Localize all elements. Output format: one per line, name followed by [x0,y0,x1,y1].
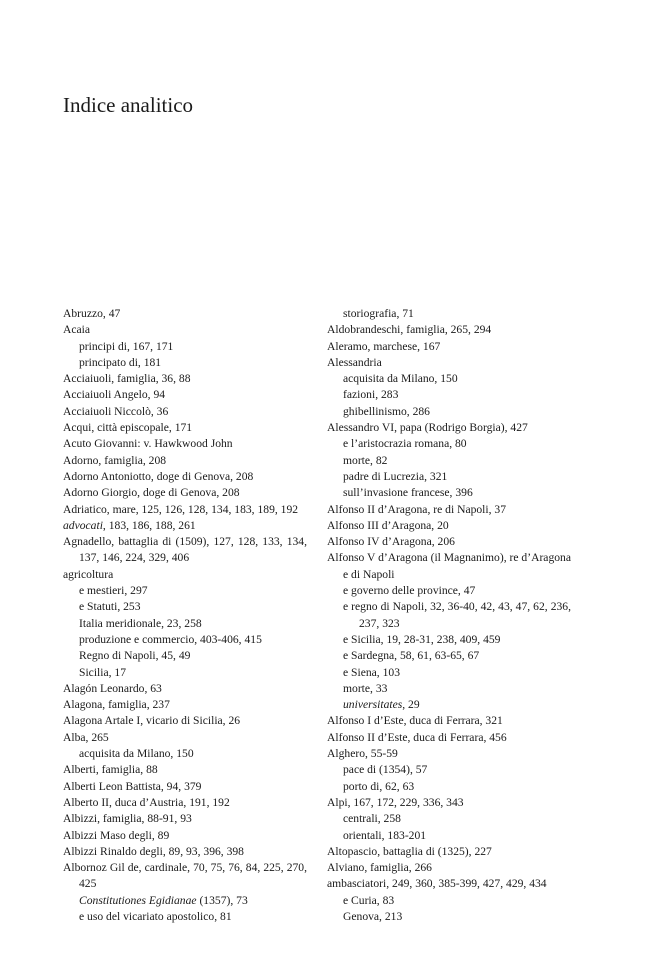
index-entry [63,436,307,452]
index-entry-text: e uso del vicariato apostolico, 81 [79,909,232,923]
index-entry [63,779,307,795]
index-subentry [327,779,571,795]
index-entry-text: Albizzi, famiglia, 88-91, 93 [63,812,192,826]
index-entry-text: e Sicilia, 19, 28-31, 238, 409, 459 [343,632,501,646]
index-entry-text: Acciaiuoli Angelo, 94 [63,388,166,402]
index-entry-text: ambasciatori, 249, 360, 385-399, 427, 429, 434 [327,877,547,891]
index-entry [327,518,571,534]
index-entry [63,469,307,485]
index-entry-text: orientali, 183-201 [343,828,427,842]
index-entry-text: produzione e commercio, 403-406, 415 [79,632,262,646]
index-subentry [327,583,571,599]
index-entry-text: Aldobrandeschi, famiglia, 265, 294 [327,323,492,337]
index-entry [63,811,307,827]
index-entry [327,876,571,892]
index-entry-text: Alfonso II d’Aragona, re di Napoli, 37 [327,502,507,516]
index-entry [63,828,307,844]
index-entry [327,860,571,876]
index-entry [327,355,571,371]
index-entry-text: Adriatico, mare, 125, 126, 128, 134, 183, 189, 192 [63,502,299,516]
index-entry-text: , 183, 186, 188, 261 [102,518,196,532]
index-entry [63,860,307,893]
index-entry [63,534,307,567]
index-entry [327,534,571,550]
index-subentry [327,599,571,632]
index-subentry [327,665,571,681]
index-entry-text: morte, 33 [343,681,388,695]
index-entry-text: Alberti, famiglia, 88 [63,763,158,777]
index-entry-text: Alghero, 55-59 [327,747,398,761]
index-entry-text: pace di (1354), 57 [343,763,428,777]
index-subentry [63,599,307,615]
index-subentry [327,436,571,452]
index-entry [327,730,571,746]
index-entry-text: ghibellinismo, 286 [343,404,430,418]
index-subentry [327,893,571,909]
index-subentry [63,909,307,925]
index-entry [63,404,307,420]
index-subentry [327,306,571,322]
index-entry-text: Acciaiuoli, famiglia, 36, 88 [63,372,191,386]
index-entry [63,306,307,322]
index-entry [327,795,571,811]
index-entry-text: Alessandria [327,355,382,369]
index-entry-text: principato di, 181 [79,355,162,369]
index-entry-text: Alagón Leonardo, 63 [63,681,162,695]
index-entry-text: Alfonso II d’Este, duca di Ferrara, 456 [327,730,507,744]
index-entry-text: sull’invasione francese, 396 [343,486,473,500]
index-entry-text: Alagona Artale I, vicario di Sicilia, 26 [63,714,241,728]
index-entry-text: Regno di Napoli, 45, 49 [79,649,191,663]
index-entry-text: Agnadello, battaglia di (1509), 127, 128, 133, 134, 137, 146, 224, 329, 406 [63,535,307,565]
index-entry [63,795,307,811]
index-subentry [63,632,307,648]
index-subentry [327,453,571,469]
index-entry [327,550,571,583]
index-entry [63,518,307,534]
index-entry-text: e Curia, 83 [343,893,395,907]
index-entry-text: e l’aristocrazia romana, 80 [343,437,467,451]
index-subentry [63,665,307,681]
index-entry-text: Adorno, famiglia, 208 [63,453,167,467]
index-entry [63,387,307,403]
index-entry-text: fazioni, 283 [343,388,399,402]
page-title: Indice analitico [63,93,194,117]
index-subentry [327,404,571,420]
index-subentry [63,355,307,371]
index-entry [63,502,307,518]
index-subentry [63,746,307,762]
index-entry [63,844,307,860]
index-subentry [327,648,571,664]
index-entry [63,322,307,338]
index-entry-text: agricoltura [63,567,114,581]
index-entry-text: Alfonso III d’Aragona, 20 [327,518,449,532]
index-entry-text: Alfonso I d’Este, duca di Ferrara, 321 [327,714,503,728]
index-subentry [327,828,571,844]
index-entry-text: Alviano, famiglia, 266 [327,861,432,875]
index-entry-text: Acciaiuoli Niccolò, 36 [63,404,169,418]
index-entry-text: principi di, 167, 171 [79,339,174,353]
index-entry [63,681,307,697]
index-entry [63,730,307,746]
index-entry-text: e Siena, 103 [343,665,400,679]
index-entry-text: Alagona, famiglia, 237 [63,698,170,712]
index-subentry [63,648,307,664]
index-entry-text: , 29 [402,698,420,712]
index-entry-text: Albizzi Maso degli, 89 [63,828,170,842]
index-subentry [327,485,571,501]
index-entry-text: Aleramo, marchese, 167 [327,339,441,353]
index-entry-text: Abruzzo, 47 [63,307,121,320]
index-entry-text: Adorno Giorgio, doge di Genova, 208 [63,486,240,500]
index-entry-text: centrali, 258 [343,812,401,826]
index-entry-text: acquisita da Milano, 150 [79,747,194,761]
index-entry-text: Adorno Antoniotto, doge di Genova, 208 [63,469,254,483]
index-entry-text: acquisita da Milano, 150 [343,372,458,386]
index-entry [327,339,571,355]
index-column-right [327,306,571,925]
index-entry-text: Acaia [63,323,91,337]
index-subentry [327,632,571,648]
index-entry-text: Alberto II, duca d’Austria, 191, 192 [63,795,230,809]
index-entry [327,844,571,860]
index-entry [63,420,307,436]
index-entry [63,371,307,387]
index-entry [327,322,571,338]
index-entry [63,453,307,469]
index-entry-text: Alfonso IV d’Aragona, 206 [327,535,455,549]
index-entry-text: e regno di Napoli, 32, 36-40, 42, 43, 47, 62, 236, 237, 323 [343,600,571,630]
index-subentry [63,893,307,909]
index-entry-text: Alfonso V d’Aragona (il Magnanimo), re d’Aragona e di Napoli [327,551,571,581]
index-entry-text: Sicilia, 17 [79,665,127,679]
index-entry-text: Alpi, 167, 172, 229, 336, 343 [327,795,464,809]
index-entry-text: (1357), 73 [196,893,248,907]
index-entry-text: Genova, 213 [343,909,403,923]
index-column-left [63,306,307,925]
index-entry-italic-term: advocati [63,518,103,532]
index-subentry [327,909,571,925]
index-entry [63,567,307,583]
index-entry [63,762,307,778]
index-subentry [327,371,571,387]
index-entry [63,713,307,729]
index-subentry [327,697,571,713]
index-entry [327,746,571,762]
index-entry-text: storiografia, 71 [343,307,414,320]
index-entry-text: Albizzi Rinaldo degli, 89, 93, 396, 398 [63,844,244,858]
index-subentry [63,583,307,599]
index-subentry [327,387,571,403]
index-entry-text: padre di Lucrezia, 321 [343,469,448,483]
index-entry-text: Alba, 265 [63,730,109,744]
index-entry-text: Alberti Leon Battista, 94, 379 [63,779,202,793]
index-entry-text: Acuto Giovanni: v. Hawkwood John [63,437,233,451]
index-subentry [63,339,307,355]
index-subentry [63,616,307,632]
index-entry [327,713,571,729]
index-entry-text: e mestieri, 297 [79,584,148,598]
index-entry [63,485,307,501]
index-entry-text: porto di, 62, 63 [343,779,415,793]
index-entry [327,420,571,436]
index-entry-text: Alessandro VI, papa (Rodrigo Borgia), 427 [327,421,528,435]
index-entry-text: e Statuti, 253 [79,600,141,614]
index-subentry [327,469,571,485]
index-entry-italic-term: Constitutiones Egidianae [79,893,197,907]
index-subentry [327,681,571,697]
index-entry [327,502,571,518]
index-entry-italic-term: universitates [343,698,403,712]
index-entry-text: morte, 82 [343,453,388,467]
index-entry-text: Altopascio, battaglia di (1325), 227 [327,844,492,858]
index-entry-text: Albornoz Gil de, cardinale, 70, 75, 76, 84, 225, 270, 425 [63,861,307,891]
index-subentry [327,762,571,778]
index-entry-text: Acqui, città episcopale, 171 [63,421,193,435]
index-entry-text: e governo delle province, 47 [343,584,476,598]
index-entry [63,697,307,713]
index-subentry [327,811,571,827]
index-entry-text: e Sardegna, 58, 61, 63-65, 67 [343,649,480,663]
index-entry-text: Italia meridionale, 23, 258 [79,616,202,630]
